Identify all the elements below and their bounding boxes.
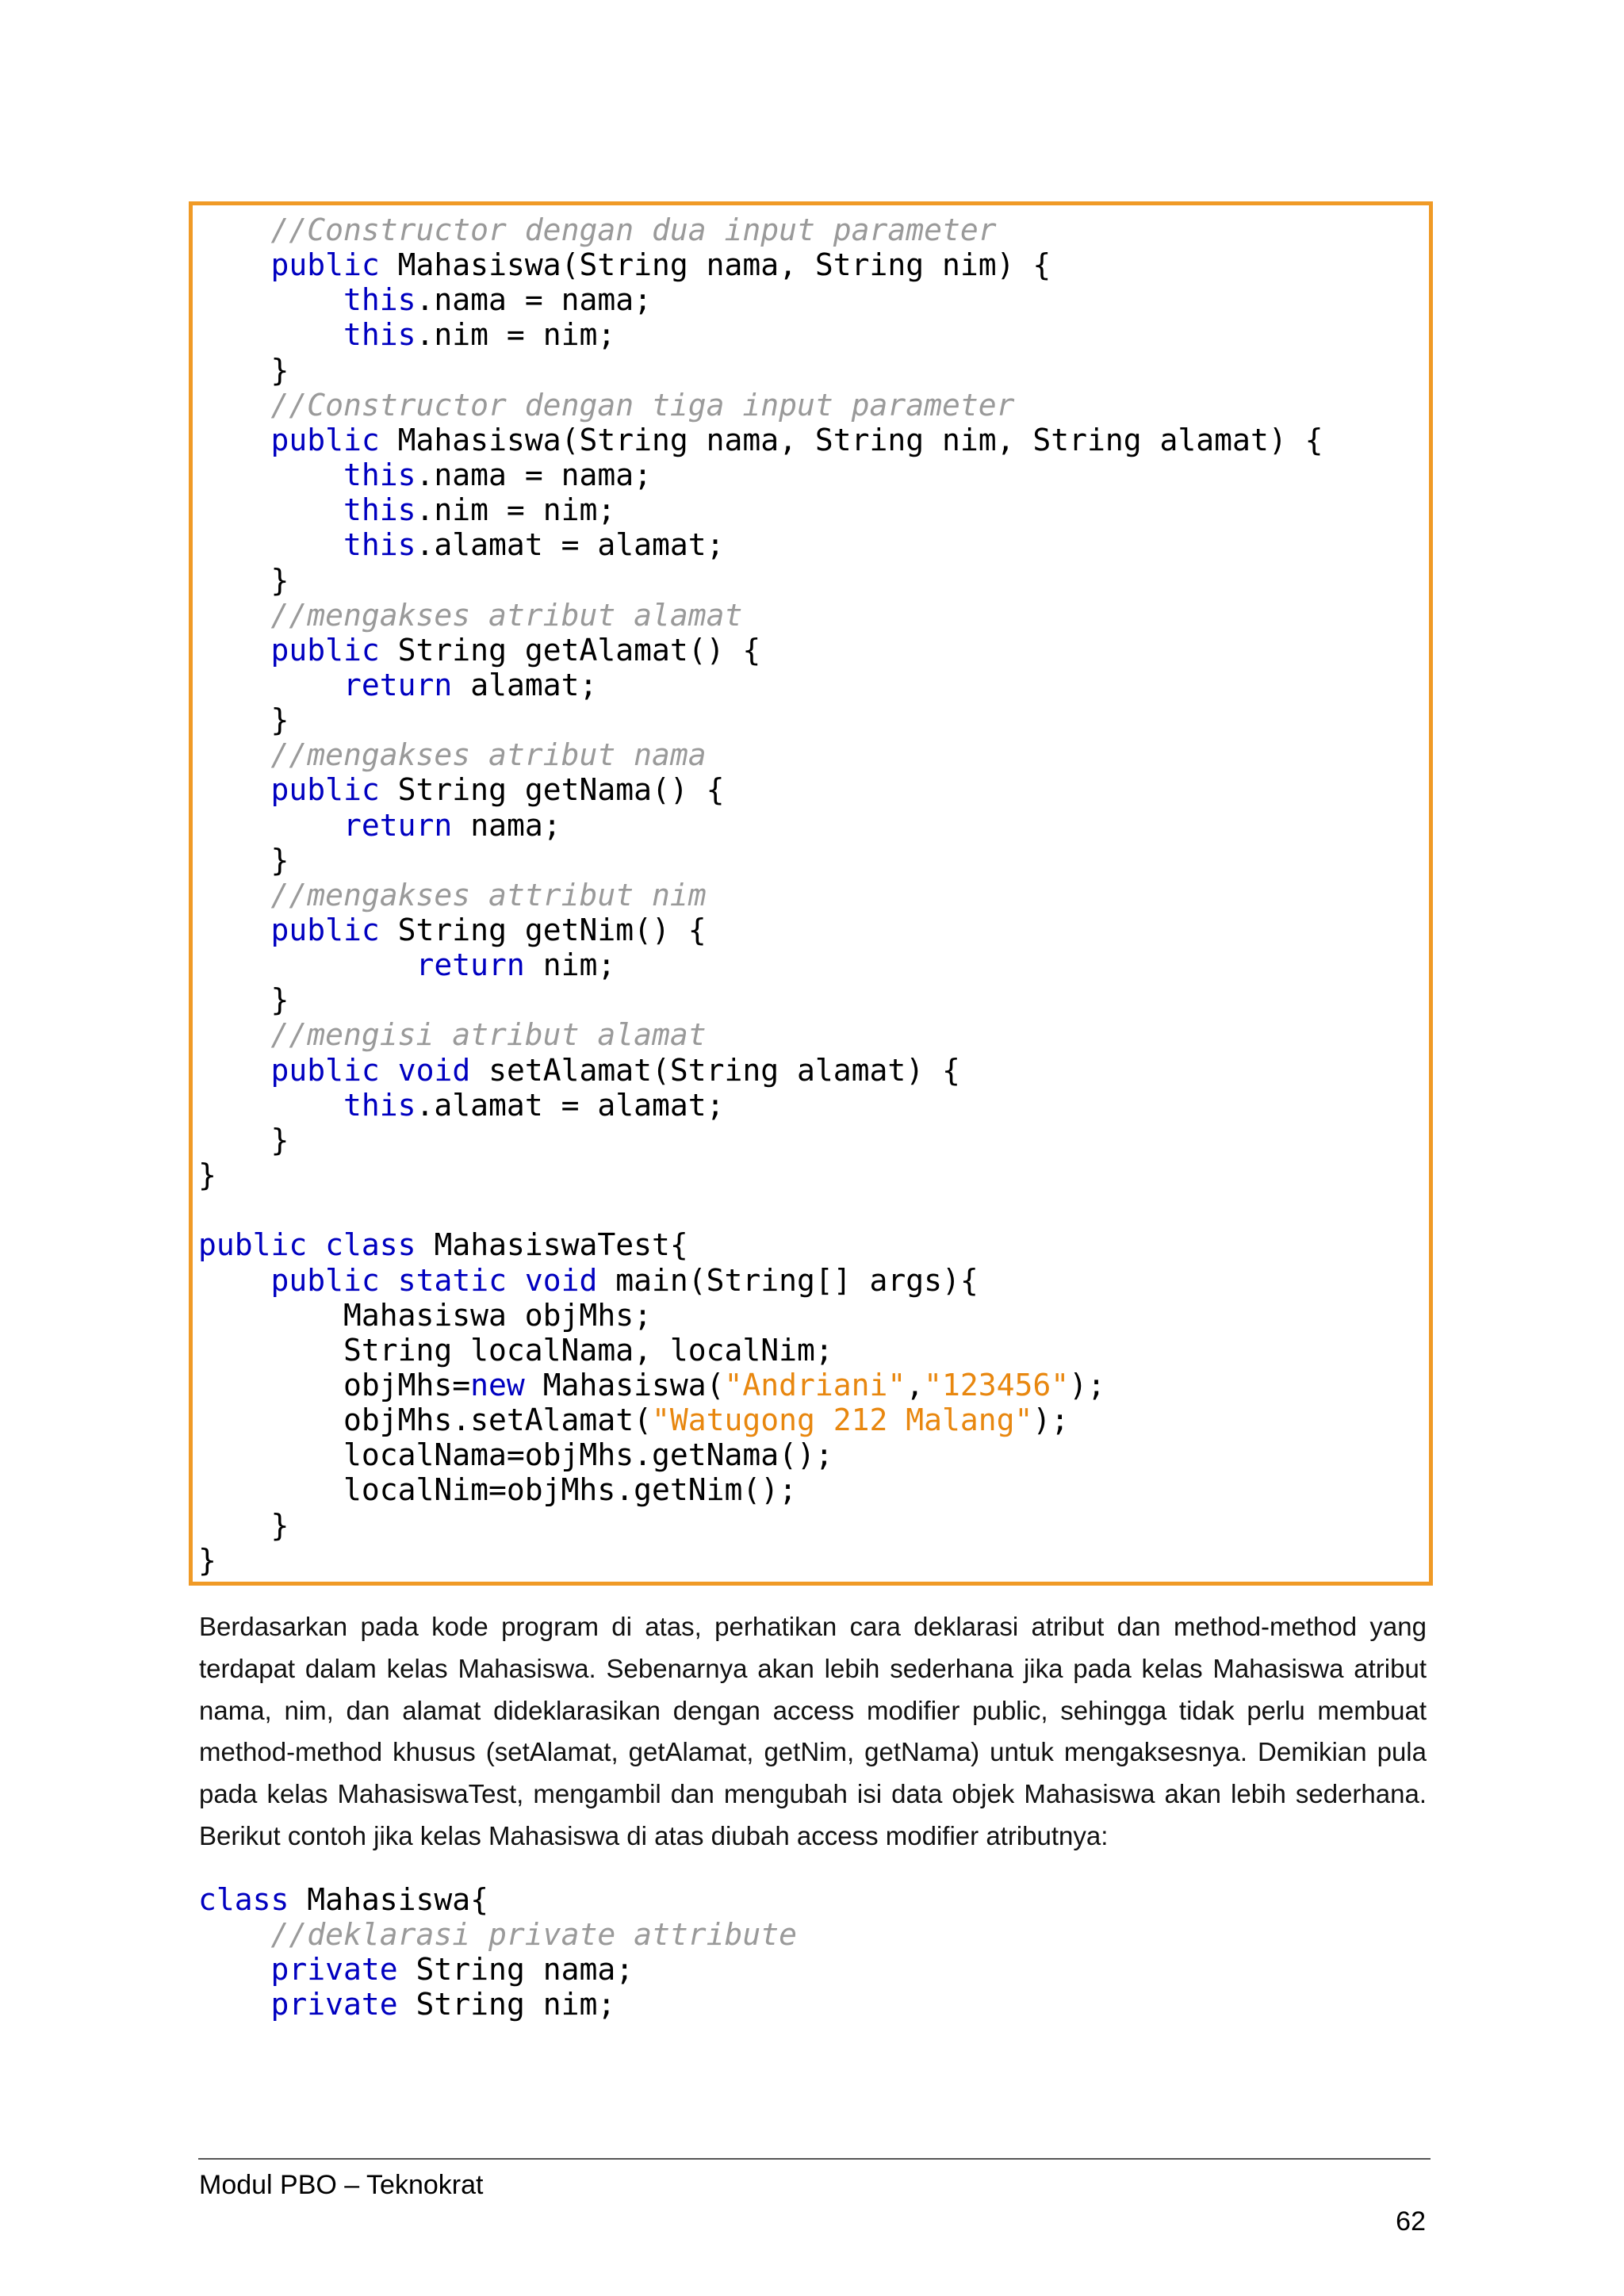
code-line bbox=[198, 772, 724, 807]
code-line bbox=[198, 317, 615, 352]
code-string: "Andriani" bbox=[724, 1367, 906, 1402]
code-keyword: public bbox=[270, 913, 380, 947]
code-text: String getNama() { bbox=[379, 772, 725, 808]
code-text: MahasiswaTest{ bbox=[416, 1227, 688, 1263]
code-text bbox=[380, 1053, 398, 1088]
code-line bbox=[198, 1298, 652, 1333]
code-text: } bbox=[198, 702, 289, 738]
code-text bbox=[198, 388, 271, 423]
code-text bbox=[380, 1263, 398, 1298]
code-text bbox=[198, 1053, 271, 1088]
code-text: String getAlamat() { bbox=[379, 632, 761, 668]
code-line bbox=[198, 633, 760, 668]
code-keyword: this bbox=[343, 527, 416, 563]
code-keyword: private bbox=[270, 1987, 398, 2022]
code-text bbox=[198, 1017, 271, 1052]
code-line bbox=[198, 1543, 216, 1578]
code-text bbox=[198, 808, 343, 843]
code-text: alamat; bbox=[452, 667, 598, 702]
code-keyword: class bbox=[325, 1227, 416, 1263]
code-text: Mahasiswa(String nama, String nim, String alamat) { bbox=[379, 422, 1323, 457]
code-text: } bbox=[198, 982, 289, 1018]
code-text: Mahasiswa objMhs; bbox=[198, 1297, 652, 1333]
code-text: .nama = nama; bbox=[416, 282, 652, 318]
code-text bbox=[198, 492, 343, 527]
code-comment: //mengisi atribut alamat bbox=[270, 1017, 707, 1053]
code-line bbox=[198, 1402, 1069, 1437]
code-line bbox=[198, 423, 1323, 457]
code-comment: //deklarasi private attribute bbox=[270, 1917, 797, 1953]
footer-divider bbox=[198, 2158, 1431, 2160]
code-keyword: public bbox=[270, 632, 380, 668]
code-line bbox=[198, 492, 615, 527]
code-text bbox=[198, 1263, 271, 1298]
code-text: Mahasiswa(String nama, String nim) { bbox=[379, 247, 1051, 283]
code-text: .nim = nim; bbox=[416, 317, 616, 353]
code-text bbox=[198, 878, 271, 913]
code-string: "123456" bbox=[924, 1367, 1070, 1402]
code-line bbox=[198, 843, 289, 878]
code-text bbox=[198, 668, 343, 702]
page-number: 62 bbox=[1396, 2206, 1426, 2237]
code-text: } bbox=[198, 1158, 216, 1193]
code-text: nim; bbox=[524, 947, 616, 983]
code-comment: //mengakses atribut alamat bbox=[270, 597, 743, 633]
code-keyword: class bbox=[198, 1882, 289, 1917]
code-line bbox=[198, 702, 289, 737]
code-keyword: this bbox=[343, 282, 416, 318]
code-text: .nama = nama; bbox=[416, 457, 652, 493]
code-text bbox=[198, 247, 271, 282]
code-comment: //Constructor dengan tiga input parameter bbox=[270, 387, 1015, 423]
code-text bbox=[198, 423, 271, 457]
code-text bbox=[198, 1987, 271, 2022]
code-line bbox=[198, 1472, 797, 1507]
code-text bbox=[198, 282, 343, 317]
code-text bbox=[198, 913, 271, 947]
code-text: main(String[] args){ bbox=[597, 1262, 979, 1298]
code-line bbox=[198, 1158, 216, 1192]
code-keyword: return bbox=[343, 807, 453, 843]
code-text bbox=[198, 527, 343, 562]
code-keyword: new bbox=[470, 1367, 525, 1402]
code-text bbox=[307, 1227, 325, 1262]
code-line bbox=[198, 1882, 488, 1917]
code-text bbox=[198, 457, 343, 492]
code-line bbox=[198, 1368, 1105, 1402]
code-line bbox=[198, 1053, 960, 1088]
code-line bbox=[198, 563, 289, 598]
code-text: nama; bbox=[452, 807, 561, 843]
code-text bbox=[507, 1263, 525, 1298]
code-line bbox=[198, 947, 615, 982]
code-line bbox=[198, 1987, 615, 2022]
code-text: String nim; bbox=[397, 1987, 616, 2022]
code-keyword: public bbox=[270, 772, 380, 808]
code-keyword: public bbox=[270, 1262, 380, 1298]
code-text: Mahasiswa{ bbox=[289, 1882, 489, 1917]
code-line bbox=[198, 527, 724, 562]
code-line bbox=[198, 1917, 797, 1952]
code-line bbox=[198, 668, 597, 702]
code-text: } bbox=[198, 842, 289, 878]
code-text: localNama=objMhs.getNama(); bbox=[198, 1437, 833, 1473]
code-text bbox=[198, 1917, 271, 1952]
code-text bbox=[198, 212, 271, 247]
code-text bbox=[198, 1952, 271, 1987]
code-text: } bbox=[198, 562, 289, 598]
code-text: String nama; bbox=[397, 1952, 634, 1988]
code-line bbox=[198, 913, 707, 947]
code-line bbox=[198, 1263, 979, 1298]
code-line bbox=[198, 1123, 289, 1158]
code-text bbox=[198, 317, 343, 352]
code-keyword: public bbox=[270, 422, 380, 457]
code-text: } bbox=[198, 1542, 216, 1578]
code-text: setAlamat(String alamat) { bbox=[470, 1052, 960, 1088]
code-line bbox=[198, 878, 707, 913]
code-line bbox=[198, 1437, 833, 1472]
body-paragraph: Berdasarkan pada kode program di atas, perhatikan cara deklarasi atribut dan method-method yang terdapat dalam kelas Mahasiswa. Sebenarnya akan lebih sederhana jika pada kelas Mahasiswa atribut nama, nim, dan alamat dideklarasikan dengan access modifier public, sehingga tidak perlu membuat method-method khusus (setAlamat, getAlamat, getNim, getNama) untuk mengaksesnya. Demikian pula pada kelas MahasiswaTest, mengambil dan mengubah isi data objek Mahasiswa akan lebih sederhana. Berikut contoh jika kelas Mahasiswa di atas diubah access modifier atributnya: bbox=[199, 1612, 1427, 1850]
code-keyword: return bbox=[343, 667, 453, 702]
code-line bbox=[198, 982, 289, 1017]
code-text: .alamat = alamat; bbox=[416, 1087, 725, 1123]
code-line bbox=[198, 457, 652, 492]
code-text: } bbox=[198, 1507, 289, 1543]
code-text: .nim = nim; bbox=[416, 492, 616, 528]
code-line bbox=[198, 1333, 833, 1368]
code-string: "Watugong 212 Malang" bbox=[651, 1402, 1033, 1438]
code-comment: //mengakses attribut nim bbox=[270, 877, 707, 913]
code-text: String getNim() { bbox=[379, 913, 707, 947]
code-text: Mahasiswa( bbox=[524, 1367, 725, 1402]
code-keyword: public bbox=[270, 247, 380, 283]
code-text: } bbox=[198, 352, 289, 388]
code-text: localNim=objMhs.getNim(); bbox=[198, 1472, 797, 1508]
footer-title: Modul PBO – Teknokrat bbox=[199, 2170, 484, 2200]
code-keyword: void bbox=[397, 1052, 471, 1088]
code-line bbox=[198, 1227, 688, 1262]
code-text bbox=[198, 737, 271, 772]
code-line bbox=[198, 737, 707, 772]
code-text bbox=[198, 633, 271, 668]
code-text: , bbox=[906, 1367, 925, 1402]
code-text: .alamat = alamat; bbox=[416, 527, 725, 563]
code-keyword: public bbox=[270, 1052, 380, 1088]
code-text: objMhs= bbox=[198, 1367, 471, 1402]
code-line bbox=[198, 598, 742, 633]
code-line bbox=[198, 1017, 707, 1052]
code-text bbox=[198, 598, 271, 633]
code-text: objMhs.setAlamat( bbox=[198, 1402, 652, 1438]
code-text: String localNama, localNim; bbox=[198, 1332, 833, 1368]
code-keyword: this bbox=[343, 457, 416, 493]
code-keyword: this bbox=[343, 317, 416, 353]
code-line bbox=[198, 808, 561, 843]
code-comment: //mengakses atribut nama bbox=[270, 737, 707, 773]
code-keyword: return bbox=[416, 947, 525, 983]
code-keyword: void bbox=[524, 1262, 598, 1298]
code-line bbox=[198, 1952, 634, 1987]
code-line bbox=[198, 282, 652, 317]
code-line bbox=[198, 247, 1051, 282]
code-keyword: static bbox=[397, 1262, 507, 1298]
code-keyword: private bbox=[270, 1952, 398, 1988]
code-text bbox=[198, 772, 271, 807]
code-comment: //Constructor dengan dua input parameter bbox=[270, 212, 997, 247]
code-keyword: public bbox=[198, 1227, 308, 1263]
code-text bbox=[198, 1088, 343, 1123]
code-line bbox=[198, 1088, 724, 1123]
code-keyword: this bbox=[343, 1087, 416, 1123]
code-text: } bbox=[198, 1122, 289, 1158]
code-line bbox=[198, 212, 997, 247]
code-text bbox=[198, 947, 416, 982]
code-keyword: this bbox=[343, 492, 416, 528]
code-text: ); bbox=[1069, 1367, 1105, 1402]
code-line bbox=[198, 388, 1015, 423]
code-text: ); bbox=[1032, 1402, 1070, 1438]
code-line bbox=[198, 353, 289, 388]
code-line bbox=[198, 1508, 289, 1543]
